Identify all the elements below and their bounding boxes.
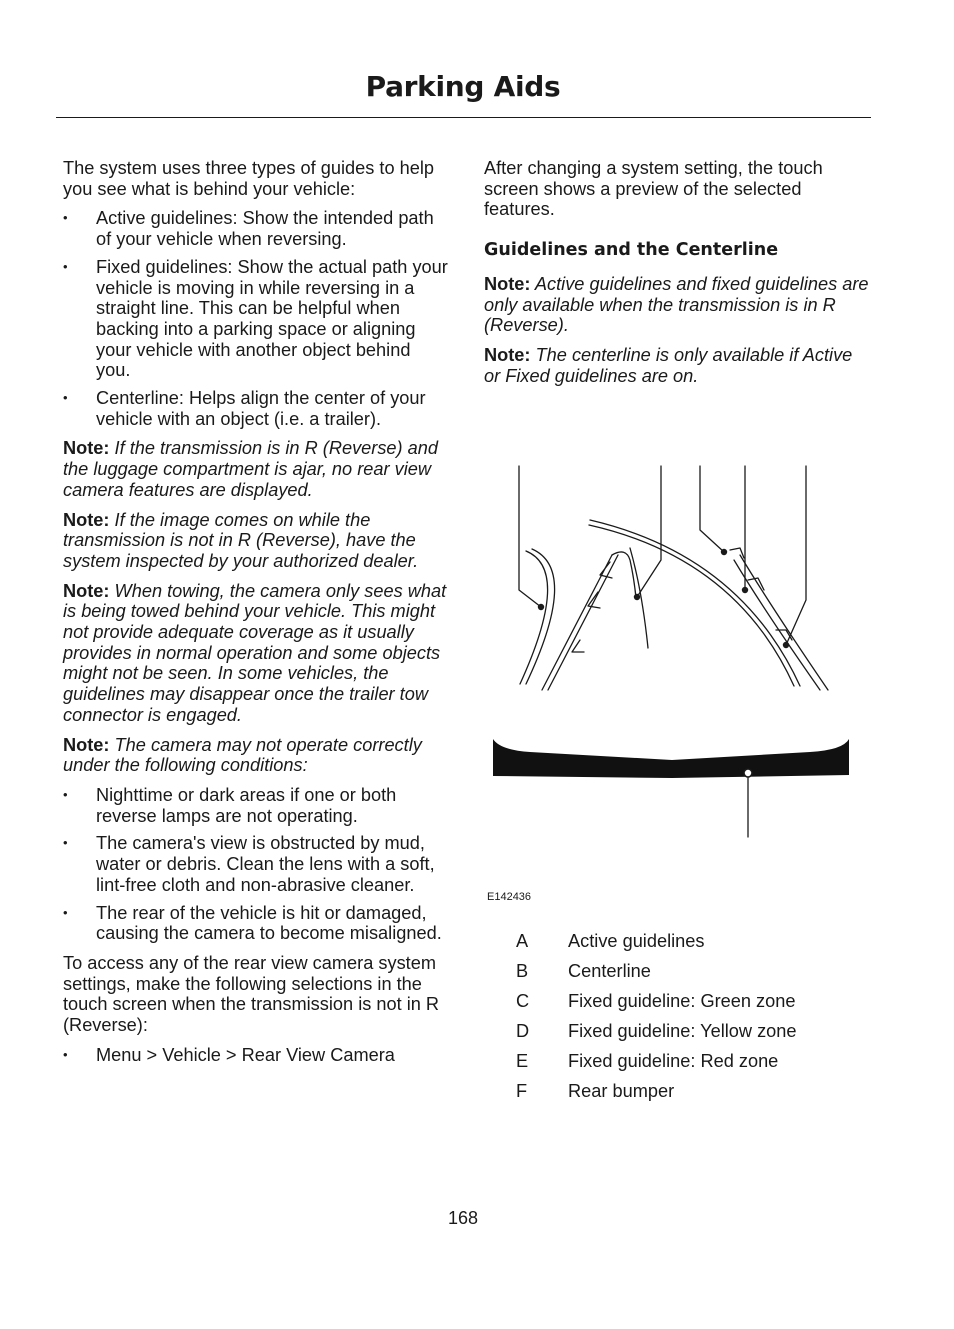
note-centerline [484,345,870,386]
legend-key: F [516,1080,528,1101]
legend-row [516,986,797,1016]
note-label: Note: [63,580,110,601]
legend-row [516,956,797,986]
intro-paragraph: After changing a system setting, the touch screen shows a preview of the selected features. [484,158,823,220]
callout-dot-b [634,594,640,600]
legend-label: Fixed guideline: Red zone [568,1050,779,1071]
note-conditions [63,735,449,776]
legend-key: D [516,1020,530,1041]
legend-label: Active guidelines [568,930,705,951]
active-guideline-left [520,551,548,684]
legend-row [516,1076,797,1106]
note-image [63,510,449,572]
list-item: • Nighttime or dark areas if one or both reverse lamps are not operating. [63,785,449,826]
callout-dot-e [783,642,789,648]
guidelines-diagram [484,455,864,875]
legend-key: E [516,1050,529,1071]
fixed-guideline-right [734,555,828,690]
conditions-list [63,785,449,944]
leader-e [786,466,806,645]
fixed-guideline-right-tick [730,548,792,640]
left-column [63,158,449,1074]
note-text: The centerline is only available if Active or Fixed guidelines are on. [484,344,853,386]
list-item: • The rear of the vehicle is hit or damaged, causing the camera to become misaligned. [63,903,449,944]
active-guideline-right [590,520,800,686]
fixed-guideline-left-tick [572,562,612,652]
menu-path-list [63,1045,449,1066]
callout-dot-a [538,604,544,610]
leader-b [637,466,661,597]
note-luggage [63,438,449,500]
note-text: The camera may not operate correctly under the following conditions: [63,734,422,776]
note-availability [484,274,870,336]
note-towing [63,581,449,726]
section-heading: Guidelines and the Centerline [484,240,779,261]
list-item: • Fixed guidelines: Show the actual path your vehicle is moving in while reversing in a straight line. This can be helpful when backing into a parking space or aligning your vehicle with another object behind you. [63,257,449,381]
leader-c [700,466,724,552]
legend-label: Rear bumper [568,1080,675,1101]
legend-label: Fixed guideline: Green zone [568,990,796,1011]
note-text: If the transmission is in R (Reverse) and the luggage compartment is ajar, no rear view camera features are displayed. [63,438,438,500]
note-text: If the image comes on while the transmission is not in R (Reverse), have the system inspected by your authorized dealer. [63,509,419,571]
legend-key: C [516,990,530,1011]
guide-types-list [63,208,449,429]
note-label: Note: [63,509,110,530]
legend-label: Centerline [568,960,651,981]
rear-bumper-shape [493,739,849,778]
page-title: Parking Aids [365,70,561,103]
callout-dot-c [721,549,727,555]
list-item: • Centerline: Helps align the center of your vehicle with an object (i.e. a trailer). [63,388,449,429]
legend-row [516,926,797,956]
figure-legend [516,926,797,1106]
legend-key: B [516,960,529,981]
callout-dot-f [744,769,752,777]
note-label: Note: [63,438,110,459]
leader-a [519,466,541,607]
legend-label: Fixed guideline: Yellow zone [568,1020,797,1041]
legend-row [516,1016,797,1046]
active-guideline-left-inner [526,549,555,684]
menu-path: • Menu > Vehicle > Rear View Camera [63,1045,449,1066]
intro-paragraph: The system uses three types of guides to help you see what is behind your vehicle: [63,158,435,199]
note-text: When towing, the camera only sees what is being towed behind your vehicle. This might not provide adequate coverage as it usually provides in normal operation and some objects might not be seen. In some vehicles, the guidelines may disappear once the trailer tow connector is engaged. [63,580,447,725]
callout-dot-d [742,587,748,593]
note-label: Note: [63,734,110,755]
list-item: • Active guidelines: Show the intended path of your vehicle when reversing. [63,208,449,249]
note-label: Note: [484,273,531,294]
right-column [484,158,870,395]
title-divider [56,117,871,118]
legend-key: A [516,930,529,951]
legend-row [516,1046,797,1076]
note-label: Note: [484,344,531,365]
access-paragraph: To access any of the rear view camera system settings, make the following selections in the touch screen when the transmission is not in R (Reverse): [63,952,440,1036]
note-text: Active guidelines and fixed guidelines are only available when the transmission is in R (Reverse). [484,273,869,336]
figure-code: E142436 [487,891,532,903]
page-number: 168 [447,1208,479,1228]
list-item: • The camera's view is obstructed by mud, water or debris. Clean the lens with a soft, lint-free cloth and non-abrasive cleaner. [63,833,449,895]
